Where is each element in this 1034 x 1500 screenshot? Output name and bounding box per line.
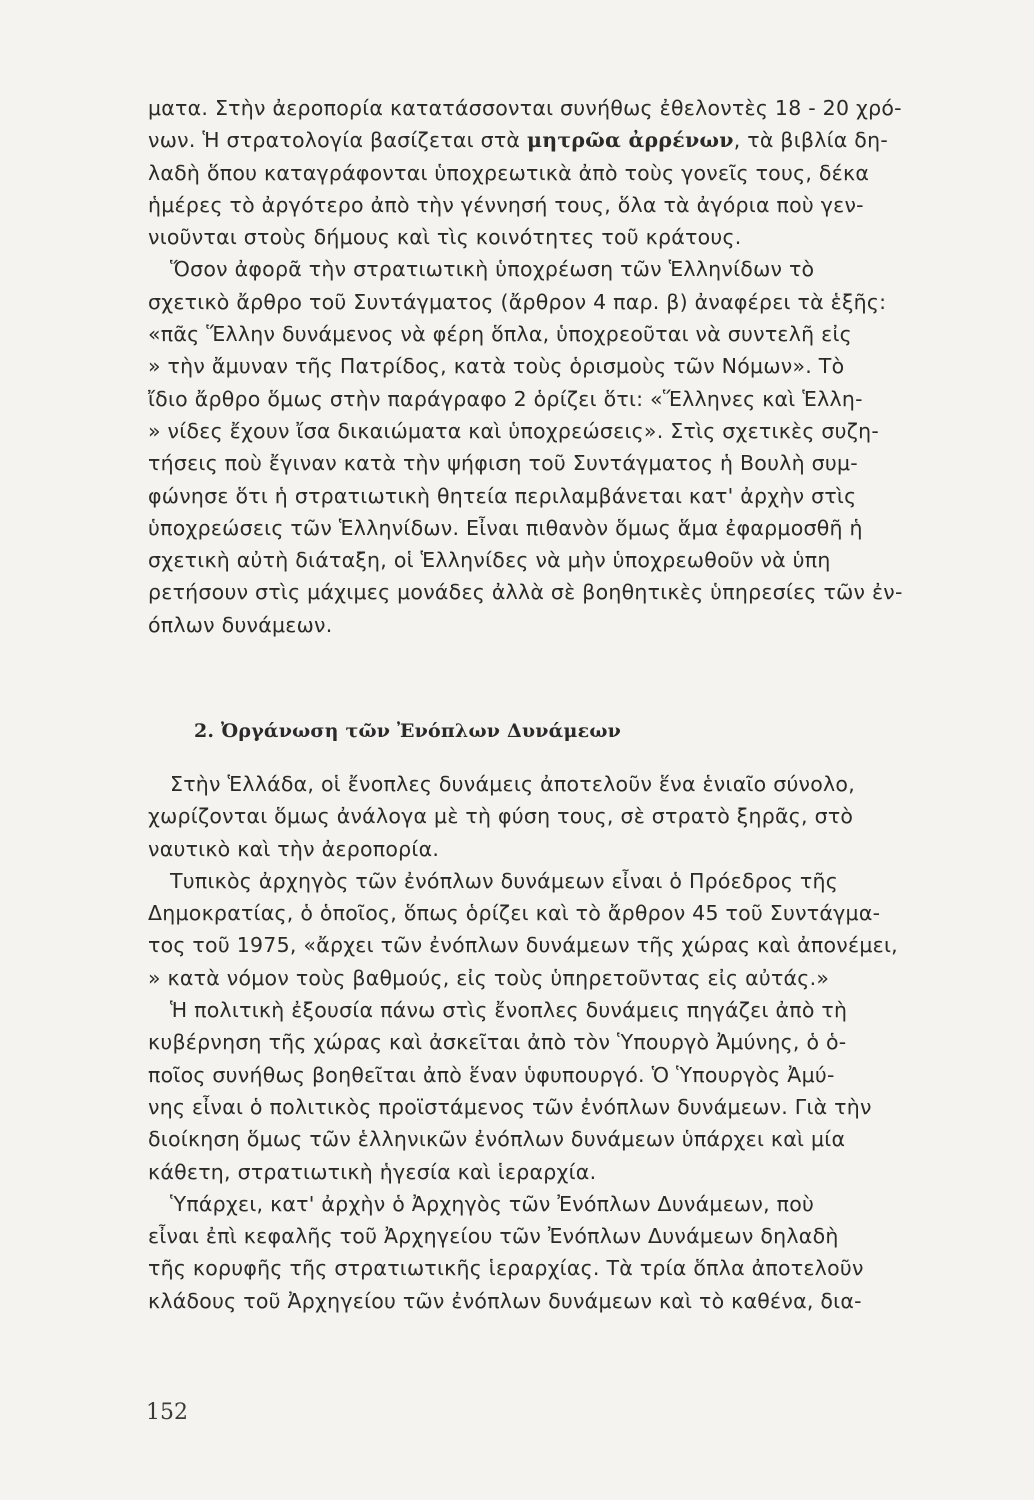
text-line: όπλων δυνάμεων.: [148, 612, 333, 637]
text-line: τῆς κορυφῆς τῆς στρατιωτικῆς ἱεραρχίας. Τὰ τρία ὅπλα ἀποτελοῦν: [148, 1256, 864, 1281]
text-line: σχετικὴ αὐτὴ διάταξη, οἱ Ἑλληνίδες νὰ μὴν ὑποχρεωθοῦν νὰ ὑπη: [148, 548, 831, 573]
text-line: εἶναι ἐπὶ κεφαλῆς τοῦ Ἀρχηγείου τῶν Ἐνόπλων Δυνάμεων δηλαδὴ: [148, 1224, 839, 1249]
text-line: ρετήσουν στὶς μάχιμες μονάδες ἀλλὰ σὲ βοηθητικὲς ὑπηρεσίες τῶν ἐν-: [148, 580, 903, 605]
text-line: ματα. Στὴν ἀεροπορία κατατάσσονται συνήθως ἐθελοντὲς 18 - 20 χρό-: [148, 96, 902, 120]
text-line: νης εἶναι ὁ πολιτικὸς προϊστάμενος τῶν ἐνόπλων δυνάμεων. Γιὰ τὴν: [148, 1094, 872, 1119]
text-line: νιοῦνται στοὺς δήμους καὶ τὶς κοινότητες τοῦ κράτους.: [148, 225, 742, 250]
text-line: Ὑπάρχει, κατ' ἀρχὴν ὁ Ἀρχηγὸς τῶν Ἐνόπλων Δυνάμεων, ποὺ: [170, 1191, 815, 1216]
text-line: » τὴν ἄμυναν τῆς Πατρίδος, κατὰ τοὺς ὁρισμοὺς τῶν Νόμων». Τὸ: [148, 354, 845, 379]
text-line: κυβέρνηση τῆς χώρας καὶ ἀσκεῖται ἀπὸ τὸν Ὑπουργὸ Ἀμύνης, ὁ ὁ-: [148, 1030, 847, 1055]
text-line: Ἡ πολιτικὴ ἐξουσία πάνω στὶς ἔνοπλες δυνάμεις πηγάζει ἀπὸ τὴ: [170, 998, 848, 1023]
text-line: τος τοῦ 1975, «ἄρχει τῶν ἐνόπλων δυνάμεων τῆς χώρας καὶ ἀπονέμει,: [148, 933, 898, 958]
text-block-top: [148, 92, 1020, 641]
text-line: Ὅσον ἀφορᾶ τὴν στρατιωτικὴ ὑποχρέωση τῶν Ἑλληνίδων τὸ: [170, 257, 815, 282]
text-line: ναυτικὸ καὶ τὴν ἀεροπορία.: [148, 836, 440, 861]
text-line: σχετικὸ ἄρθρο τοῦ Συντάγματος (ἄρθρον 4 παρ. β) ἀναφέρει τὰ ἑξῆς:: [148, 289, 887, 314]
text-line: κάθετη, στρατιωτικὴ ἡγεσία καὶ ἱεραρχία.: [148, 1159, 597, 1184]
text-line: ἡμέρες τὸ ἀργότερο ἀπὸ τὴν γέννησή τους, ὅλα τὰ ἀγόρια ποὺ γεν-: [148, 192, 864, 217]
text-line: Δημοκρατίας, ὁ ὁποῖος, ὅπως ὁρίζει καὶ τὸ ἄρθρον 45 τοῦ Συντάγμα-: [148, 901, 881, 926]
text-line: » νίδες ἔχουν ἴσα δικαιώματα καὶ ὑποχρεώσεις». Στὶς σχετικὲς συζη-: [148, 418, 880, 443]
text-line: » κατὰ νόμον τοὺς βαθμούς, εἰς τοὺς ὑπηρετοῦντας εἰς αὐτάς.»: [148, 965, 830, 990]
text-line: χωρίζονται ὅμως ἀνάλογα μὲ τὴ φύση τους, σὲ στρατὸ ξηρᾶς, στὸ: [148, 804, 854, 829]
text-line: λαδὴ ὅπου καταγράφονται ὑποχρεωτικὰ ἀπὸ τοὺς γονεῖς τους, δέκα: [148, 160, 870, 185]
text-line: Τυπικὸς ἀρχηγὸς τῶν ἐνόπλων δυνάμεων εἶναι ὁ Πρόεδρος τῆς: [170, 868, 839, 893]
text-line: διοίκηση ὅμως τῶν ἑλληνικῶν ἐνόπλων δυνάμεων ὑπάρχει καὶ μία: [148, 1127, 846, 1152]
text-line: ἴδιο ἄρθρο ὅμως στὴν παράγραφο 2 ὁρίζει ὅτι: «Ἕλληνες καὶ Ἑλλη-: [148, 386, 863, 411]
section-heading: 2. Ὀργάνωση τῶν Ἐνόπλων Δυνάμεων: [194, 720, 622, 742]
text-line: τήσεις ποὺ ἔγιναν κατὰ τὴν ψήφιση τοῦ Συντάγματος ἡ Βουλὴ συμ-: [148, 451, 858, 476]
text-line: κλάδους τοῦ Ἀρχηγείου τῶν ἐνόπλων δυνάμεων καὶ τὸ καθένα, δια-: [148, 1288, 862, 1313]
page-number: 152: [146, 1400, 188, 1425]
text-line: «πᾶς Ἕλλην δυνάμενος νὰ φέρη ὅπλα, ὑποχρεοῦται νὰ συντελῆ εἰς: [148, 322, 852, 347]
text-block-bottom: [148, 768, 1020, 1317]
text-line: Στὴν Ἑλλάδα, οἱ ἔνοπλες δυνάμεις ἀποτελοῦν ἕνα ἑνιαῖο σύνολο,: [170, 772, 855, 796]
text-line: ποῖος συνήθως βοηθεῖται ἀπὸ ἕναν ὑφυπουργό. Ὁ Ὑπουργὸς Ἀμύ-: [148, 1062, 835, 1087]
text-line: νων. Ἡ στρατολογία βασίζεται στὰ μητρῶα ἀρρένων, τὰ βιβλία δη-: [148, 128, 888, 153]
text-line: φώνησε ὅτι ἡ στρατιωτικὴ θητεία περιλαμβάνεται κατ' ἀρχὴν στὶς: [148, 483, 857, 508]
text-line: ὑποχρεώσεις τῶν Ἑλληνίδων. Εἶναι πιθανὸν ὅμως ἅμα ἐφαρμοσθῆ ἡ: [148, 515, 863, 540]
bold-term: μητρῶα ἀρρένων: [526, 128, 734, 153]
